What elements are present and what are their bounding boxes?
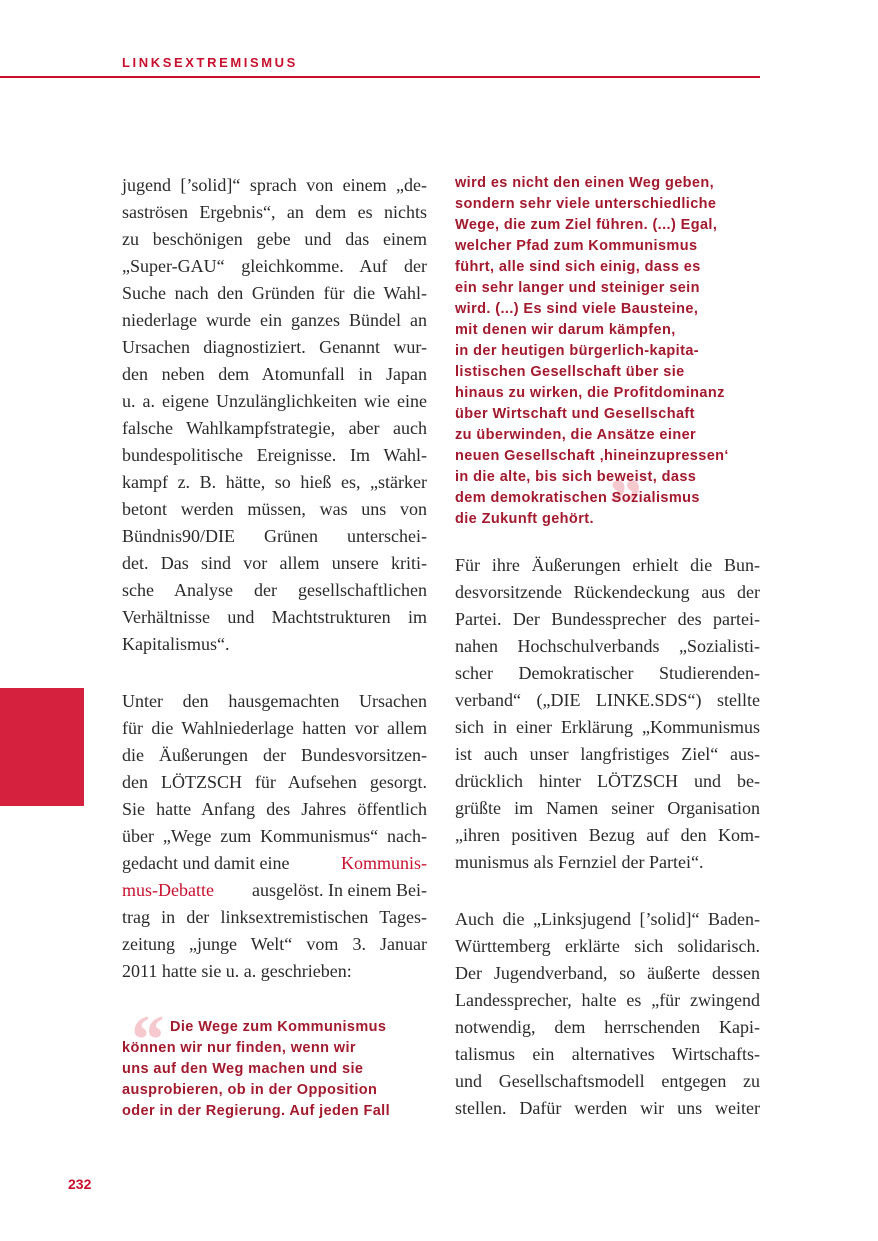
- text-line: den neben dem Atomunfall in Japan: [122, 364, 427, 384]
- opening-quote-mark: “: [128, 1002, 163, 1079]
- glossary-link-kommunismus-debatte[interactable]: Kommunis-: [340, 853, 427, 873]
- text-line: niederlage wurde ein ganzes Bündel an: [122, 310, 427, 330]
- text-line: „Super-GAU“ gleichkomme. Auf der: [122, 256, 427, 276]
- text-line: über „Wege zum Kommunismus“ nach-: [122, 826, 427, 846]
- text-line: den LÖTZSCH für Aufsehen gesorgt.: [122, 772, 427, 792]
- text-line: die Äußerungen der Bundesvorsitzen-: [122, 745, 427, 765]
- quote-line: hinaus zu wirken, die Profitdominanz: [455, 385, 725, 401]
- text-line: verband“ („DIE LINKE.SDS“) stellte: [455, 690, 760, 710]
- text-line: [122, 850, 427, 877]
- text-line: drücklich hinter LÖTZSCH und be-: [455, 771, 760, 791]
- header-rule: [0, 76, 760, 78]
- text-line: trag in der linksextremistischen Tages-: [122, 907, 427, 927]
- quote-line: Wege, die zum Ziel führen. (...) Egal,: [455, 217, 718, 233]
- quote-line: führt, alle sind sich einig, dass es: [455, 259, 701, 275]
- quote-line: zu überwinden, die Ansätze einer: [455, 427, 697, 443]
- quote-line: ausprobieren, ob in der Opposition: [122, 1082, 378, 1098]
- quote-line: in der heutigen bürgerlich-kapita-: [455, 343, 700, 359]
- text-line: 2011 hatte sie u. a. geschrieben:: [122, 961, 352, 981]
- text-line: Suche nach den Gründen für die Wahl-: [122, 283, 427, 303]
- glossary-link-kommunismus-debatte[interactable]: mus-Debatte: [122, 880, 214, 900]
- text-line: Für ihre Äußerungen erhielt die Bun-: [455, 555, 760, 575]
- quote-line: Die Wege zum Kommunismus: [170, 1019, 387, 1035]
- text-line: zu beschönigen gebe und das einem: [122, 229, 427, 249]
- text-line: munismus als Fernziel der Partei“.: [455, 852, 704, 872]
- text-line: Sie hatte Anfang des Jahres öffentlich: [122, 799, 427, 819]
- text-line: stellen. Dafür werden wir uns weiter: [455, 1098, 760, 1118]
- chapter-tab-marker: [0, 688, 84, 806]
- quote-line: listischen Gesellschaft über sie: [455, 364, 685, 380]
- quote-line: wird. (...) Es sind viele Bausteine,: [455, 301, 699, 317]
- text-line: Partei. Der Bundessprecher des partei-: [455, 609, 760, 629]
- text-line: „ihren positiven Bezug auf den Kom-: [455, 825, 760, 845]
- quote-line: die Zukunft gehört.: [455, 511, 594, 527]
- quote-line: über Wirtschaft und Gesellschaft: [455, 406, 695, 422]
- quote-line: dem demokratischen Sozialismus: [455, 490, 700, 506]
- quote-line: uns auf den Weg machen und sie: [122, 1061, 364, 1077]
- text-line: ist auch unser langfristiges Ziel“ aus-: [455, 744, 760, 764]
- quote-line: mit denen wir darum kämpfen,: [455, 322, 676, 338]
- text-line: saströsen Ergebnis“, an dem es nichts: [122, 202, 427, 222]
- text-line: grüßte im Namen seiner Organisation: [455, 798, 760, 818]
- quote-line: welcher Pfad zum Kommunismus: [455, 238, 698, 254]
- text-line: Verhältnisse und Machtstrukturen im: [122, 607, 427, 627]
- quote-line: sondern sehr viele unterschiedliche: [455, 196, 717, 212]
- quote-line: neuen Gesellschaft ‚hineinzupressen‘: [455, 448, 729, 464]
- text-fragment: gedacht und damit eine: [122, 853, 294, 873]
- text-line: desvorsitzende Rückendeckung aus der: [455, 582, 760, 602]
- text-line: für die Wahlniederlage hatten vor allem: [122, 718, 427, 738]
- text-line: scher Demokratischer Studierenden-: [455, 663, 760, 683]
- quote-line: wird es nicht den einen Weg geben,: [455, 175, 715, 191]
- text-line: Bündnis90/DIE Grünen unterschei-: [122, 526, 427, 546]
- text-line: det. Das sind vor allem unsere kriti-: [122, 553, 427, 573]
- text-line: zeitung „junge Welt“ vom 3. Januar: [122, 934, 427, 954]
- text-line: falsche Wahlkampfstrategie, aber auch: [122, 418, 427, 438]
- quote-line: ein sehr langer und steiniger sein: [455, 280, 700, 296]
- text-line: Auch die „Linksjugend [’solid]“ Baden-: [455, 909, 760, 929]
- text-line: notwendig, dem herrschenden Kapi-: [455, 1017, 760, 1037]
- text-line: Der Jugendverband, so äußerte dessen: [455, 963, 760, 983]
- quote-line: in die alte, bis sich beweist, dass: [455, 469, 697, 485]
- text-line: Landessprecher, halte es „für zwingend: [455, 990, 760, 1010]
- text-line: [122, 877, 427, 904]
- text-line: betont werden müssen, was uns von: [122, 499, 427, 519]
- text-line: nahen Hochschulverbands „Sozialisti-: [455, 636, 760, 656]
- text-line: sich in einer Erklärung „Kommunismus: [455, 717, 760, 737]
- text-line: talismus ein alternatives Wirtschafts-: [455, 1044, 760, 1064]
- text-line: kampf z. B. hätte, so hieß es, „stärker: [122, 472, 427, 492]
- closing-quote-mark: ”: [605, 466, 640, 543]
- text-line: bundespolitische Ereignisse. Im Wahl-: [122, 445, 427, 465]
- text-line: Ursachen diagnostiziert. Genannt wur-: [122, 337, 427, 357]
- text-line: Kapitalismus“.: [122, 634, 230, 654]
- text-line: u. a. eigene Unzulänglichkeiten wie eine: [122, 391, 427, 411]
- text-fragment: ausgelöst. In einem Bei-: [247, 880, 427, 900]
- running-header: LINKSEXTREMISMUS: [122, 55, 298, 70]
- text-line: jugend [’solid]“ sprach von einem „de-: [122, 175, 427, 195]
- quote-line: können wir nur finden, wenn wir: [122, 1040, 356, 1056]
- quote-line: oder in der Regierung. Auf jeden Fall: [122, 1103, 391, 1119]
- page-number: 232: [68, 1176, 92, 1192]
- text-line: Württemberg erklärte sich solidarisch.: [455, 936, 760, 956]
- text-line: Unter den hausgemachten Ursachen: [122, 691, 427, 711]
- text-line: und Gesellschaftsmodell entgegen zu: [455, 1071, 760, 1091]
- text-line: sche Analyse der gesellschaftlichen: [122, 580, 427, 600]
